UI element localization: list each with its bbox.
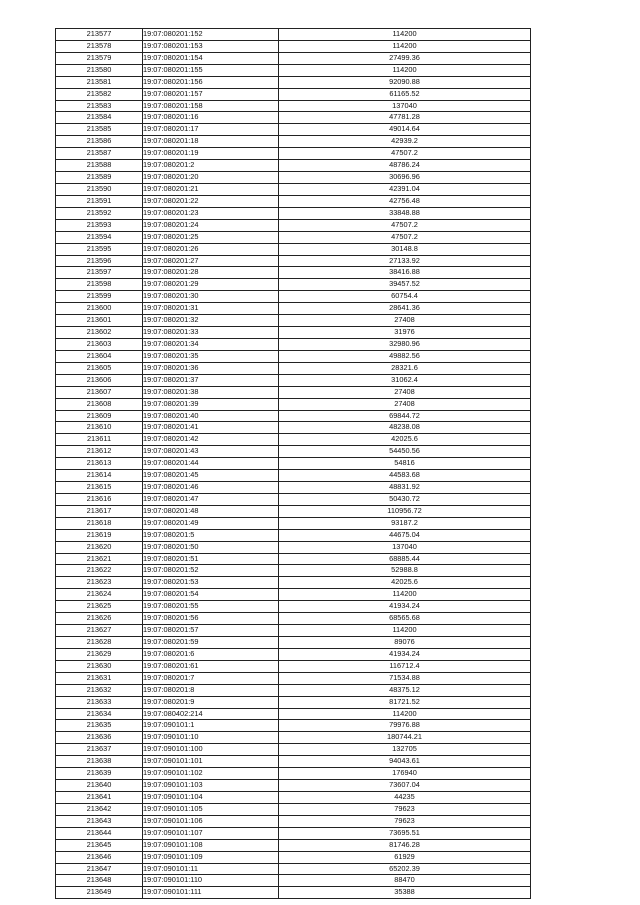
row-id-cell: 213618 [56,517,143,529]
table-row [56,148,531,160]
table-row [56,768,531,780]
cadastral-number-cell: 19:07:080201:152 [143,29,279,41]
amount-cell: 33848.88 [279,207,531,219]
cadastral-number-cell: 19:07:080201:59 [143,637,279,649]
cadastral-number-cell: 19:07:090101:10 [143,732,279,744]
table-row [56,648,531,660]
row-id-cell: 213602 [56,327,143,339]
amount-cell: 27499.36 [279,52,531,64]
amount-cell: 73607.04 [279,780,531,792]
row-id-cell: 213587 [56,148,143,160]
cadastral-value-table [55,28,531,899]
amount-cell: 79976.88 [279,720,531,732]
row-id-cell: 213615 [56,482,143,494]
amount-cell: 176940 [279,768,531,780]
cadastral-number-cell: 19:07:080201:51 [143,553,279,565]
amount-cell: 28321.6 [279,362,531,374]
cadastral-number-cell: 19:07:080201:46 [143,482,279,494]
row-id-cell: 213616 [56,493,143,505]
table-row [56,541,531,553]
amount-cell: 27408 [279,398,531,410]
table-row [56,350,531,362]
table-row [56,553,531,565]
cadastral-number-cell: 19:07:080201:157 [143,88,279,100]
cadastral-number-cell: 19:07:080201:5 [143,529,279,541]
cadastral-number-cell: 19:07:080201:158 [143,100,279,112]
table-row [56,362,531,374]
cadastral-number-cell: 19:07:080201:50 [143,541,279,553]
row-id-cell: 213608 [56,398,143,410]
table-row [56,338,531,350]
row-id-cell: 213601 [56,315,143,327]
cadastral-number-cell: 19:07:090101:1 [143,720,279,732]
amount-cell: 116712.4 [279,660,531,672]
amount-cell: 42025.6 [279,434,531,446]
table-row [56,577,531,589]
amount-cell: 89076 [279,637,531,649]
amount-cell: 81746.28 [279,839,531,851]
table-row [56,601,531,613]
table-row [56,625,531,637]
row-id-cell: 213626 [56,613,143,625]
row-id-cell: 213648 [56,875,143,887]
table-row [56,40,531,52]
row-id-cell: 213632 [56,684,143,696]
amount-cell: 39457.52 [279,279,531,291]
row-id-cell: 213623 [56,577,143,589]
amount-cell: 114200 [279,708,531,720]
row-id-cell: 213617 [56,505,143,517]
row-id-cell: 213634 [56,708,143,720]
row-id-cell: 213607 [56,386,143,398]
row-id-cell: 213628 [56,637,143,649]
row-id-cell: 213613 [56,458,143,470]
amount-cell: 41934.24 [279,648,531,660]
cadastral-number-cell: 19:07:080201:35 [143,350,279,362]
row-id-cell: 213636 [56,732,143,744]
row-id-cell: 213583 [56,100,143,112]
table-row [56,29,531,41]
amount-cell: 61929 [279,851,531,863]
amount-cell: 44583.68 [279,470,531,482]
table-row [56,493,531,505]
row-id-cell: 213649 [56,887,143,899]
amount-cell: 31976 [279,327,531,339]
cadastral-number-cell: 19:07:080201:54 [143,589,279,601]
table-row [56,219,531,231]
row-id-cell: 213599 [56,291,143,303]
cadastral-number-cell: 19:07:080201:153 [143,40,279,52]
table-row [56,505,531,517]
table-row [56,780,531,792]
table-row [56,744,531,756]
amount-cell: 35388 [279,887,531,899]
cadastral-number-cell: 19:07:090101:107 [143,827,279,839]
amount-cell: 73695.51 [279,827,531,839]
row-id-cell: 213640 [56,780,143,792]
amount-cell: 79623 [279,815,531,827]
amount-cell: 30696.96 [279,172,531,184]
table-row [56,160,531,172]
amount-cell: 30148.8 [279,243,531,255]
table-row [56,827,531,839]
table-row [56,672,531,684]
table-row [56,482,531,494]
amount-cell: 38416.88 [279,267,531,279]
cadastral-number-cell: 19:07:080201:32 [143,315,279,327]
row-id-cell: 213584 [56,112,143,124]
cadastral-number-cell: 19:07:090101:103 [143,780,279,792]
cadastral-number-cell: 19:07:080201:20 [143,172,279,184]
amount-cell: 27408 [279,386,531,398]
cadastral-number-cell: 19:07:080201:55 [143,601,279,613]
amount-cell: 94043.61 [279,756,531,768]
amount-cell: 27408 [279,315,531,327]
row-id-cell: 213580 [56,64,143,76]
row-id-cell: 213598 [56,279,143,291]
cadastral-number-cell: 19:07:090101:100 [143,744,279,756]
table-row [56,100,531,112]
amount-cell: 47507.2 [279,219,531,231]
amount-cell: 41934.24 [279,601,531,613]
amount-cell: 47781.28 [279,112,531,124]
row-id-cell: 213611 [56,434,143,446]
cadastral-number-cell: 19:07:080201:37 [143,374,279,386]
table-row [56,207,531,219]
table-row [56,374,531,386]
row-id-cell: 213642 [56,803,143,815]
row-id-cell: 213635 [56,720,143,732]
table-row [56,315,531,327]
amount-cell: 42756.48 [279,195,531,207]
amount-cell: 88470 [279,875,531,887]
cadastral-number-cell: 19:07:080201:155 [143,64,279,76]
row-id-cell: 213605 [56,362,143,374]
cadastral-number-cell: 19:07:090101:11 [143,863,279,875]
table-row [56,434,531,446]
cadastral-number-cell: 19:07:080201:53 [143,577,279,589]
amount-cell: 71534.88 [279,672,531,684]
cadastral-number-cell: 19:07:090101:111 [143,887,279,899]
row-id-cell: 213622 [56,565,143,577]
amount-cell: 114200 [279,40,531,52]
table-row [56,303,531,315]
row-id-cell: 213606 [56,374,143,386]
row-id-cell: 213581 [56,76,143,88]
cadastral-number-cell: 19:07:080201:45 [143,470,279,482]
row-id-cell: 213631 [56,672,143,684]
cadastral-number-cell: 19:07:080201:44 [143,458,279,470]
cadastral-number-cell: 19:07:080201:27 [143,255,279,267]
table-row [56,732,531,744]
table-row [56,255,531,267]
amount-cell: 54816 [279,458,531,470]
amount-cell: 92090.88 [279,76,531,88]
row-id-cell: 213591 [56,195,143,207]
table-row [56,231,531,243]
table-row [56,291,531,303]
amount-cell: 132705 [279,744,531,756]
amount-cell: 110956.72 [279,505,531,517]
amount-cell: 61165.52 [279,88,531,100]
table-row [56,613,531,625]
amount-cell: 28641.36 [279,303,531,315]
table-row [56,684,531,696]
cadastral-number-cell: 19:07:080201:52 [143,565,279,577]
cadastral-number-cell: 19:07:090101:109 [143,851,279,863]
row-id-cell: 213614 [56,470,143,482]
table-row [56,565,531,577]
table-row [56,88,531,100]
cadastral-number-cell: 19:07:080201:28 [143,267,279,279]
table-row [56,660,531,672]
table-row [56,792,531,804]
table-row [56,589,531,601]
table-row [56,815,531,827]
table-row [56,756,531,768]
row-id-cell: 213603 [56,338,143,350]
table-row [56,183,531,195]
table-row [56,410,531,422]
amount-cell: 44675.04 [279,529,531,541]
table-row [56,529,531,541]
row-id-cell: 213604 [56,350,143,362]
row-id-cell: 213629 [56,648,143,660]
cadastral-number-cell: 19:07:080201:25 [143,231,279,243]
row-id-cell: 213630 [56,660,143,672]
cadastral-number-cell: 19:07:080201:18 [143,136,279,148]
table-row [56,243,531,255]
row-id-cell: 213609 [56,410,143,422]
cadastral-number-cell: 19:07:080201:16 [143,112,279,124]
cadastral-number-cell: 19:07:080201:33 [143,327,279,339]
table-row [56,52,531,64]
row-id-cell: 213646 [56,851,143,863]
table-row [56,458,531,470]
cadastral-number-cell: 19:07:080201:34 [143,338,279,350]
amount-cell: 79623 [279,803,531,815]
amount-cell: 114200 [279,625,531,637]
row-id-cell: 213597 [56,267,143,279]
row-id-cell: 213637 [56,744,143,756]
amount-cell: 114200 [279,589,531,601]
cadastral-number-cell: 19:07:080201:9 [143,696,279,708]
cadastral-number-cell: 19:07:080201:2 [143,160,279,172]
table-row [56,875,531,887]
table-row [56,124,531,136]
row-id-cell: 213620 [56,541,143,553]
row-id-cell: 213621 [56,553,143,565]
row-id-cell: 213610 [56,422,143,434]
cadastral-number-cell: 19:07:080201:57 [143,625,279,637]
row-id-cell: 213600 [56,303,143,315]
amount-cell: 65202.39 [279,863,531,875]
table-row [56,708,531,720]
row-id-cell: 213625 [56,601,143,613]
table-row [56,136,531,148]
amount-cell: 32980.96 [279,338,531,350]
row-id-cell: 213585 [56,124,143,136]
cadastral-number-cell: 19:07:080201:26 [143,243,279,255]
table-row [56,517,531,529]
amount-cell: 49882.56 [279,350,531,362]
cadastral-number-cell: 19:07:090101:110 [143,875,279,887]
row-id-cell: 213594 [56,231,143,243]
row-id-cell: 213577 [56,29,143,41]
amount-cell: 114200 [279,29,531,41]
amount-cell: 47507.2 [279,148,531,160]
amount-cell: 68565.68 [279,613,531,625]
table-row [56,112,531,124]
row-id-cell: 213638 [56,756,143,768]
amount-cell: 44235 [279,792,531,804]
amount-cell: 27133.92 [279,255,531,267]
cadastral-number-cell: 19:07:080201:40 [143,410,279,422]
cadastral-number-cell: 19:07:080201:23 [143,207,279,219]
amount-cell: 69844.72 [279,410,531,422]
cadastral-number-cell: 19:07:080201:41 [143,422,279,434]
table-row [56,386,531,398]
row-id-cell: 213639 [56,768,143,780]
amount-cell: 54450.56 [279,446,531,458]
cadastral-number-cell: 19:07:080201:47 [143,493,279,505]
cadastral-number-cell: 19:07:080201:21 [143,183,279,195]
amount-cell: 137040 [279,541,531,553]
amount-cell: 42025.6 [279,577,531,589]
cadastral-number-cell: 19:07:080201:61 [143,660,279,672]
cadastral-number-cell: 19:07:080201:36 [143,362,279,374]
amount-cell: 31062.4 [279,374,531,386]
cadastral-number-cell: 19:07:080201:29 [143,279,279,291]
row-id-cell: 213590 [56,183,143,195]
cadastral-number-cell: 19:07:090101:108 [143,839,279,851]
table-row [56,279,531,291]
table-row [56,851,531,863]
row-id-cell: 213644 [56,827,143,839]
cadastral-number-cell: 19:07:080201:156 [143,76,279,88]
row-id-cell: 213596 [56,255,143,267]
row-id-cell: 213641 [56,792,143,804]
amount-cell: 52988.8 [279,565,531,577]
cadastral-number-cell: 19:07:090101:101 [143,756,279,768]
amount-cell: 42391.04 [279,183,531,195]
table-row [56,803,531,815]
row-id-cell: 213593 [56,219,143,231]
row-id-cell: 213619 [56,529,143,541]
cadastral-number-cell: 19:07:080201:56 [143,613,279,625]
table-row [56,839,531,851]
row-id-cell: 213589 [56,172,143,184]
cadastral-number-cell: 19:07:080201:24 [143,219,279,231]
amount-cell: 48238.08 [279,422,531,434]
amount-cell: 60754.4 [279,291,531,303]
cadastral-number-cell: 19:07:080201:7 [143,672,279,684]
amount-cell: 49014.64 [279,124,531,136]
cadastral-number-cell: 19:07:080201:39 [143,398,279,410]
amount-cell: 68885.44 [279,553,531,565]
cadastral-number-cell: 19:07:080201:6 [143,648,279,660]
row-id-cell: 213586 [56,136,143,148]
amount-cell: 48786.24 [279,160,531,172]
row-id-cell: 213592 [56,207,143,219]
amount-cell: 47507.2 [279,231,531,243]
cadastral-number-cell: 19:07:090101:105 [143,803,279,815]
table-row [56,398,531,410]
cadastral-number-cell: 19:07:090101:106 [143,815,279,827]
table-row [56,267,531,279]
table-row [56,696,531,708]
amount-cell: 48831.92 [279,482,531,494]
cadastral-number-cell: 19:07:090101:102 [143,768,279,780]
table-row [56,327,531,339]
cadastral-number-cell: 19:07:080201:38 [143,386,279,398]
amount-cell: 81721.52 [279,696,531,708]
row-id-cell: 213595 [56,243,143,255]
amount-cell: 93187.2 [279,517,531,529]
amount-cell: 42939.2 [279,136,531,148]
table-row [56,64,531,76]
cadastral-number-cell: 19:07:080402:214 [143,708,279,720]
amount-cell: 137040 [279,100,531,112]
cadastral-number-cell: 19:07:080201:19 [143,148,279,160]
table-row [56,446,531,458]
row-id-cell: 213579 [56,52,143,64]
cadastral-number-cell: 19:07:080201:42 [143,434,279,446]
table-row [56,720,531,732]
table-row [56,195,531,207]
cadastral-number-cell: 19:07:080201:31 [143,303,279,315]
table-row [56,887,531,899]
amount-cell: 180744.21 [279,732,531,744]
cadastral-number-cell: 19:07:080201:8 [143,684,279,696]
cadastral-number-cell: 19:07:080201:22 [143,195,279,207]
row-id-cell: 213588 [56,160,143,172]
row-id-cell: 213645 [56,839,143,851]
cadastral-number-cell: 19:07:080201:43 [143,446,279,458]
cadastral-number-cell: 19:07:080201:154 [143,52,279,64]
row-id-cell: 213643 [56,815,143,827]
table-row [56,470,531,482]
row-id-cell: 213624 [56,589,143,601]
table-row [56,637,531,649]
cadastral-number-cell: 19:07:080201:49 [143,517,279,529]
cadastral-number-cell: 19:07:080201:17 [143,124,279,136]
row-id-cell: 213578 [56,40,143,52]
amount-cell: 48375.12 [279,684,531,696]
row-id-cell: 213627 [56,625,143,637]
table-row [56,863,531,875]
table-row [56,422,531,434]
row-id-cell: 213633 [56,696,143,708]
table-row [56,172,531,184]
amount-cell: 114200 [279,64,531,76]
row-id-cell: 213582 [56,88,143,100]
amount-cell: 50430.72 [279,493,531,505]
table-row [56,76,531,88]
table-body [56,29,531,899]
cadastral-number-cell: 19:07:090101:104 [143,792,279,804]
row-id-cell: 213612 [56,446,143,458]
cadastral-number-cell: 19:07:080201:48 [143,505,279,517]
row-id-cell: 213647 [56,863,143,875]
cadastral-number-cell: 19:07:080201:30 [143,291,279,303]
